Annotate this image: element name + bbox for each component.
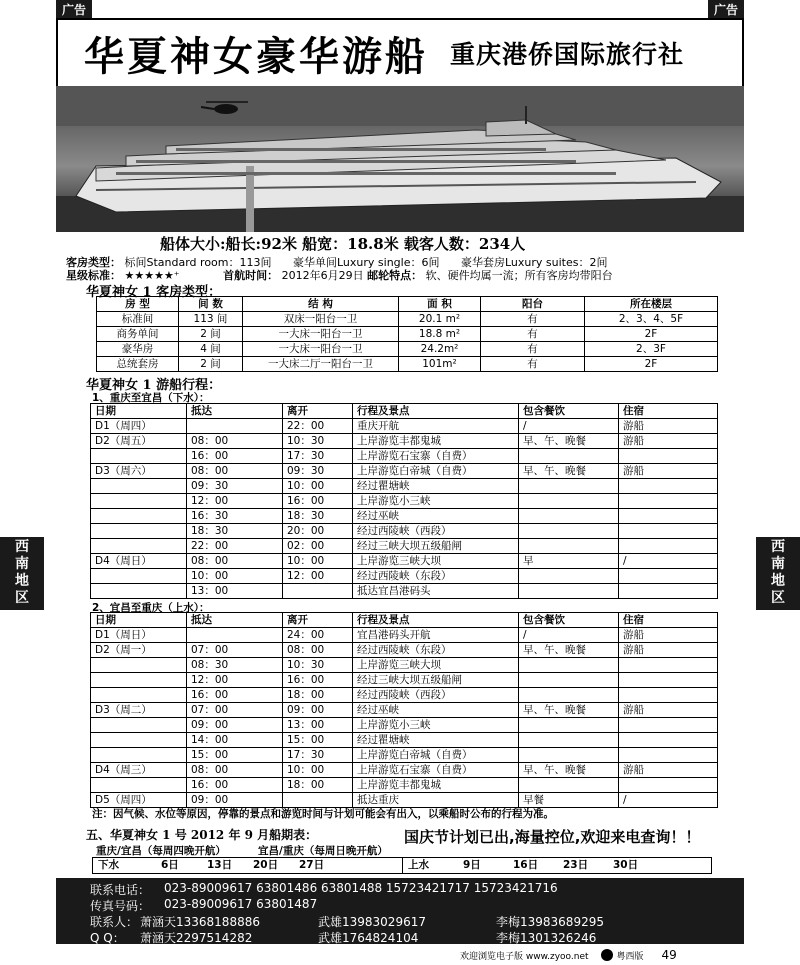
- table-cell: 24.2m²: [399, 342, 481, 357]
- itinerary-row: [91, 539, 718, 554]
- itinerary-row: [91, 643, 718, 658]
- tab-char: 西: [15, 539, 29, 555]
- table-cell: 上岸游览石宝寨（自费）: [353, 449, 519, 464]
- table-cell: [519, 748, 619, 763]
- table-cell: 4 间: [179, 342, 243, 357]
- table-cell: 经过西陵峡（西段）: [353, 688, 519, 703]
- table-cell: 15：00: [283, 733, 353, 748]
- col-header: 阳台: [481, 297, 585, 312]
- table-cell: 12：00: [283, 569, 353, 584]
- table-cell: [519, 539, 619, 554]
- upstream-schedule-label: 宜昌/重庆（每周日晚开航）: [258, 845, 388, 857]
- downstream-dates: [93, 858, 402, 873]
- col-header: 面 积: [399, 297, 481, 312]
- downstream-table: [90, 403, 718, 599]
- room-single: 豪华单间Luxury single：6间: [293, 256, 440, 269]
- star-rating: ★★★★★⁺: [124, 269, 180, 282]
- table-cell: 游船: [619, 763, 718, 778]
- table-cell: 16：00: [283, 673, 353, 688]
- table-cell: 总统套房: [97, 357, 179, 372]
- table-cell: 16：00: [283, 494, 353, 509]
- table-cell: [619, 449, 718, 464]
- table-cell: 18：30: [283, 509, 353, 524]
- table-cell: 宜昌港码头开航: [353, 628, 519, 643]
- sailing-dates: [92, 857, 712, 874]
- table-cell: 08：00: [283, 643, 353, 658]
- table-cell: /: [619, 554, 718, 569]
- table-cell: 22：00: [187, 539, 283, 554]
- contact-person: 武雄13983029617: [318, 915, 426, 929]
- table-cell: [91, 673, 187, 688]
- date: 30日: [613, 859, 639, 871]
- table-cell: [91, 658, 187, 673]
- contact-person: 萧涵天13368188886: [140, 915, 260, 929]
- table-cell: 标准间: [97, 312, 179, 327]
- col-header: 所在楼层: [585, 297, 718, 312]
- table-cell: [619, 688, 718, 703]
- table-cell: [619, 658, 718, 673]
- table-cell: 上岸游览三峡大坝: [353, 658, 519, 673]
- table-cell: 一大床二厅一阳台一卫: [243, 357, 399, 372]
- table-cell: 经过三峡大坝五级船闸: [353, 539, 519, 554]
- table-cell: 豪华房: [97, 342, 179, 357]
- table-cell: [91, 509, 187, 524]
- ad-label-right: 广告: [708, 0, 744, 20]
- table-cell: [91, 718, 187, 733]
- table-header-row: [91, 613, 718, 628]
- table-cell: [91, 449, 187, 464]
- table-cell: /: [619, 793, 718, 808]
- table-cell: [519, 584, 619, 599]
- table-cell: [91, 688, 187, 703]
- table-cell: [619, 524, 718, 539]
- col-header: 结 构: [243, 297, 399, 312]
- table-cell: 上岸游览小三峡: [353, 494, 519, 509]
- cruise-ship-image: [56, 86, 744, 232]
- col-header: 包含餐饮: [519, 613, 619, 628]
- table-cell: [619, 718, 718, 733]
- table-cell: 12：00: [187, 494, 283, 509]
- table-cell: 14：00: [187, 733, 283, 748]
- table-cell: 113 间: [179, 312, 243, 327]
- table-cell: 上岸游览丰都鬼城: [353, 778, 519, 793]
- table-cell: [283, 584, 353, 599]
- upstream-rows: [91, 628, 718, 808]
- table-cell: 18：00: [283, 778, 353, 793]
- room-rows: [97, 312, 718, 372]
- table-cell: 08：00: [187, 554, 283, 569]
- table-cell: 双床一阳台一卫: [243, 312, 399, 327]
- table-cell: 2、3、4、5F: [585, 312, 718, 327]
- date: 23日: [563, 859, 589, 871]
- table-cell: 13：00: [187, 584, 283, 599]
- itinerary-row: [91, 584, 718, 599]
- table-cell: 经过三峡大坝五级船闸: [353, 673, 519, 688]
- table-cell: 08：00: [187, 763, 283, 778]
- table-cell: [187, 628, 283, 643]
- table-cell: [91, 778, 187, 793]
- col-header: 住宿: [619, 404, 718, 419]
- table-cell: [519, 524, 619, 539]
- itinerary-row: [91, 554, 718, 569]
- room-suite: 豪华套房Luxury suites：2间: [460, 256, 608, 269]
- tab-char: 地: [15, 573, 29, 589]
- table-cell: 10：00: [283, 763, 353, 778]
- col-header: 日期: [91, 613, 187, 628]
- table-cell: 一大床一阳台一卫: [243, 342, 399, 357]
- table-cell: 24：00: [283, 628, 353, 643]
- table-cell: [519, 733, 619, 748]
- col-header: 住宿: [619, 613, 718, 628]
- table-cell: 13：00: [283, 718, 353, 733]
- upstream-title: 2、宜昌至重庆（上水）：: [92, 602, 210, 614]
- itinerary-row: [91, 748, 718, 763]
- itinerary-row: [91, 569, 718, 584]
- table-cell: [91, 748, 187, 763]
- downstream-schedule-label: 重庆/宜昌（每周四晚开航）: [96, 845, 226, 857]
- schedule-title: 五、华夏神女 1 号 2012 年 9 月船期表：: [86, 828, 318, 842]
- table-cell: [519, 569, 619, 584]
- header: [56, 18, 744, 86]
- region-tab-right: [756, 537, 800, 610]
- table-cell: [619, 494, 718, 509]
- table-cell: 早餐: [519, 793, 619, 808]
- table-cell: 经过瞿塘峡: [353, 479, 519, 494]
- room-row: [97, 342, 718, 357]
- room-types-table: [96, 296, 718, 372]
- table-cell: 上岸游览石宝寨（自费）: [353, 763, 519, 778]
- table-cell: [619, 748, 718, 763]
- downstream-rows: [91, 419, 718, 599]
- table-cell: 10：00: [283, 554, 353, 569]
- upstream-table: [90, 612, 718, 808]
- page-footer: [460, 948, 677, 962]
- itinerary-row: [91, 434, 718, 449]
- itinerary-row: [91, 479, 718, 494]
- itinerary-row: [91, 763, 718, 778]
- col-header: 包含餐饮: [519, 404, 619, 419]
- table-cell: [519, 509, 619, 524]
- itinerary-row: [91, 524, 718, 539]
- dates-label: 下水: [98, 859, 119, 871]
- itinerary-title: 华夏神女 1 游船行程：: [86, 378, 222, 393]
- table-cell: D1（周四）: [91, 419, 187, 434]
- table-cell: [91, 494, 187, 509]
- table-cell: 08：30: [187, 658, 283, 673]
- voyage-date: 2012年6月29日: [281, 269, 364, 282]
- table-cell: 16：00: [187, 449, 283, 464]
- table-cell: [519, 494, 619, 509]
- col-header: 抵达: [187, 404, 283, 419]
- table-cell: D2（周一）: [91, 643, 187, 658]
- table-cell: 16：30: [187, 509, 283, 524]
- table-cell: 16：00: [187, 688, 283, 703]
- phone-numbers: 023-89009617 63801486 63801488 15723421717 15723421716: [164, 881, 558, 895]
- table-cell: [519, 778, 619, 793]
- ship-title: 华夏神女豪华游船: [84, 32, 428, 80]
- table-cell: 20：00: [283, 524, 353, 539]
- table-cell: 早、午、晚餐: [519, 434, 619, 449]
- table-cell: 22：00: [283, 419, 353, 434]
- downstream-title: 1、重庆至宜昌（下水）：: [92, 392, 210, 404]
- qq-label: Q Q：: [90, 931, 125, 945]
- itinerary-row: [91, 718, 718, 733]
- table-cell: 2F: [585, 357, 718, 372]
- qq-number: 萧涵天2297514282: [140, 931, 253, 945]
- table-cell: 游船: [619, 628, 718, 643]
- ad-label-left: 广告: [56, 0, 92, 20]
- edition-name: 粤西版: [616, 951, 644, 962]
- table-cell: D5（周四）: [91, 793, 187, 808]
- table-cell: [619, 778, 718, 793]
- itinerary-row: [91, 673, 718, 688]
- table-cell: [619, 733, 718, 748]
- col-header: 离开: [283, 404, 353, 419]
- table-cell: [91, 479, 187, 494]
- contact-panel: [56, 878, 744, 944]
- table-cell: 早、午、晚餐: [519, 464, 619, 479]
- table-cell: D3（周六）: [91, 464, 187, 479]
- table-cell: 10：30: [283, 658, 353, 673]
- table-cell: [519, 449, 619, 464]
- table-cell: 16：00: [187, 778, 283, 793]
- table-cell: 有: [481, 357, 585, 372]
- table-cell: 早、午、晚餐: [519, 703, 619, 718]
- table-cell: 101m²: [399, 357, 481, 372]
- table-cell: [91, 733, 187, 748]
- phone-label: 联系电话：: [90, 883, 151, 897]
- itinerary-row: [91, 778, 718, 793]
- itinerary-row: [91, 509, 718, 524]
- itinerary-row: [91, 658, 718, 673]
- table-cell: 游船: [619, 643, 718, 658]
- table-cell: 重庆开航: [353, 419, 519, 434]
- table-cell: 09：00: [187, 793, 283, 808]
- itinerary-row: [91, 464, 718, 479]
- room-row: [97, 357, 718, 372]
- date: 9日: [463, 859, 481, 871]
- table-cell: 上岸游览三峡大坝: [353, 554, 519, 569]
- qq-number: 武雄1764824104: [318, 931, 419, 945]
- table-header-row: [91, 404, 718, 419]
- table-cell: 有: [481, 327, 585, 342]
- date: 13日: [207, 859, 233, 871]
- table-cell: 15：00: [187, 748, 283, 763]
- tab-char: 区: [15, 590, 29, 606]
- tab-char: 西: [771, 539, 785, 555]
- table-cell: 上岸游览丰都鬼城: [353, 434, 519, 449]
- table-cell: 游船: [619, 419, 718, 434]
- itinerary-row: [91, 449, 718, 464]
- itinerary-row: [91, 628, 718, 643]
- table-cell: 有: [481, 342, 585, 357]
- table-cell: 早、午、晚餐: [519, 763, 619, 778]
- col-header: 抵达: [187, 613, 283, 628]
- table-cell: 12：00: [187, 673, 283, 688]
- table-cell: 10：30: [283, 434, 353, 449]
- itinerary-row: [91, 733, 718, 748]
- table-cell: 07：00: [187, 643, 283, 658]
- itinerary-row: [91, 419, 718, 434]
- col-header: 行程及景点: [353, 404, 519, 419]
- table-cell: D1（周日）: [91, 628, 187, 643]
- table-cell: 2、3F: [585, 342, 718, 357]
- footer-text: 欢迎浏览电子版 www.zyoo.net: [460, 951, 589, 962]
- table-cell: [619, 673, 718, 688]
- table-cell: [91, 584, 187, 599]
- edition-logo-icon: [601, 949, 613, 961]
- table-cell: 上岸游览白帝城（自费）: [353, 464, 519, 479]
- table-cell: 18：30: [187, 524, 283, 539]
- room-type-label: 客房类型：: [66, 256, 121, 269]
- table-cell: 08：00: [187, 434, 283, 449]
- star-label: 星级标准：: [66, 269, 121, 282]
- date: 27日: [299, 859, 325, 871]
- table-cell: [519, 658, 619, 673]
- table-cell: 经过西陵峡（东段）: [353, 643, 519, 658]
- promo-text: 国庆节计划已出,海量控位,欢迎来电查询！！: [404, 828, 701, 846]
- table-cell: 早、午、晚餐: [519, 643, 619, 658]
- table-cell: [519, 479, 619, 494]
- itinerary-row: [91, 703, 718, 718]
- room-row: [97, 327, 718, 342]
- tab-char: 区: [771, 590, 785, 606]
- itinerary-row: [91, 688, 718, 703]
- col-header: 日期: [91, 404, 187, 419]
- table-cell: [619, 569, 718, 584]
- col-header: 间 数: [179, 297, 243, 312]
- table-cell: 上岸游览小三峡: [353, 718, 519, 733]
- table-cell: D4（周三）: [91, 763, 187, 778]
- feature-label: 邮轮特点：: [367, 269, 423, 282]
- tab-char: 地: [771, 573, 785, 589]
- table-cell: [91, 569, 187, 584]
- table-cell: 07：00: [187, 703, 283, 718]
- room-standard: 标间Standard room：113间: [124, 256, 272, 269]
- table-cell: [519, 718, 619, 733]
- table-cell: 09：00: [283, 703, 353, 718]
- ship-photo: [56, 86, 744, 232]
- table-cell: 抵达宜昌港码头: [353, 584, 519, 599]
- date: 20日: [253, 859, 279, 871]
- ship-dimensions: 船体大小:船长:92米 船宽：18.8米 载客人数：234人: [160, 235, 526, 253]
- table-cell: [519, 688, 619, 703]
- table-cell: 2F: [585, 327, 718, 342]
- table-cell: 2 间: [179, 327, 243, 342]
- table-cell: [619, 539, 718, 554]
- page-number: 49: [661, 948, 677, 962]
- table-cell: 09：30: [283, 464, 353, 479]
- table-cell: /: [519, 628, 619, 643]
- table-cell: 上岸游览白帝城（自费）: [353, 748, 519, 763]
- table-cell: 10：00: [283, 479, 353, 494]
- contact-person: 李梅13983689295: [496, 915, 604, 929]
- table-cell: 17：30: [283, 748, 353, 763]
- room-row: [97, 312, 718, 327]
- table-cell: 商务单间: [97, 327, 179, 342]
- table-cell: 游船: [619, 464, 718, 479]
- table-cell: 抵达重庆: [353, 793, 519, 808]
- col-header: 行程及景点: [353, 613, 519, 628]
- table-cell: 09：30: [187, 479, 283, 494]
- table-cell: 经过巫峡: [353, 509, 519, 524]
- table-cell: [619, 584, 718, 599]
- tab-char: 南: [15, 556, 29, 572]
- tab-char: 南: [771, 556, 785, 572]
- person-label: 联系人：: [90, 915, 139, 929]
- table-header-row: [97, 297, 718, 312]
- voyage-label: 首航时间：: [223, 269, 279, 282]
- table-cell: /: [519, 419, 619, 434]
- region-tab-left: [0, 537, 44, 610]
- table-cell: 08：00: [187, 464, 283, 479]
- table-cell: [91, 539, 187, 554]
- table-cell: 10：00: [187, 569, 283, 584]
- table-cell: 02：00: [283, 539, 353, 554]
- table-cell: D3（周二）: [91, 703, 187, 718]
- table-cell: D2（周五）: [91, 434, 187, 449]
- dates-label: 上水: [408, 859, 429, 871]
- table-cell: 有: [481, 312, 585, 327]
- agency-name: 重庆港侨国际旅行社: [450, 40, 685, 69]
- table-cell: 2 间: [179, 357, 243, 372]
- table-cell: 早: [519, 554, 619, 569]
- table-cell: [619, 509, 718, 524]
- qq-number: 李梅1301326246: [496, 931, 597, 945]
- table-cell: 18：00: [283, 688, 353, 703]
- table-cell: 17：30: [283, 449, 353, 464]
- room-types-title: 华夏神女 1 客房类型：: [86, 285, 222, 300]
- table-cell: 经过巫峡: [353, 703, 519, 718]
- table-cell: 经过西陵峡（西段）: [353, 524, 519, 539]
- itinerary-row: [91, 494, 718, 509]
- table-cell: 一大床一阳台一卫: [243, 327, 399, 342]
- feature-value: 软、硬件均属一流；所有客房均带阳台: [425, 269, 613, 282]
- table-cell: 游船: [619, 434, 718, 449]
- table-cell: D4（周日）: [91, 554, 187, 569]
- table-cell: [619, 479, 718, 494]
- upstream-dates: [402, 858, 711, 873]
- table-cell: 18.8 m²: [399, 327, 481, 342]
- table-cell: 游船: [619, 703, 718, 718]
- table-cell: [187, 419, 283, 434]
- date: 6日: [161, 859, 179, 871]
- table-cell: 20.1 m²: [399, 312, 481, 327]
- fax-numbers: 023-89009617 63801487: [164, 897, 318, 911]
- table-cell: 09：00: [187, 718, 283, 733]
- table-cell: 经过西陵峡（东段）: [353, 569, 519, 584]
- col-header: 离开: [283, 613, 353, 628]
- fax-label: 传真号码：: [90, 899, 151, 913]
- table-cell: [519, 673, 619, 688]
- col-header: 房 型: [97, 297, 179, 312]
- date: 16日: [513, 859, 539, 871]
- itinerary-note: 注：因气候、水位等原因，停靠的景点和游览时间与计划可能会有出入，以乘船时公布的行程为准。: [92, 808, 554, 820]
- table-cell: [91, 524, 187, 539]
- table-cell: 经过瞿塘峡: [353, 733, 519, 748]
